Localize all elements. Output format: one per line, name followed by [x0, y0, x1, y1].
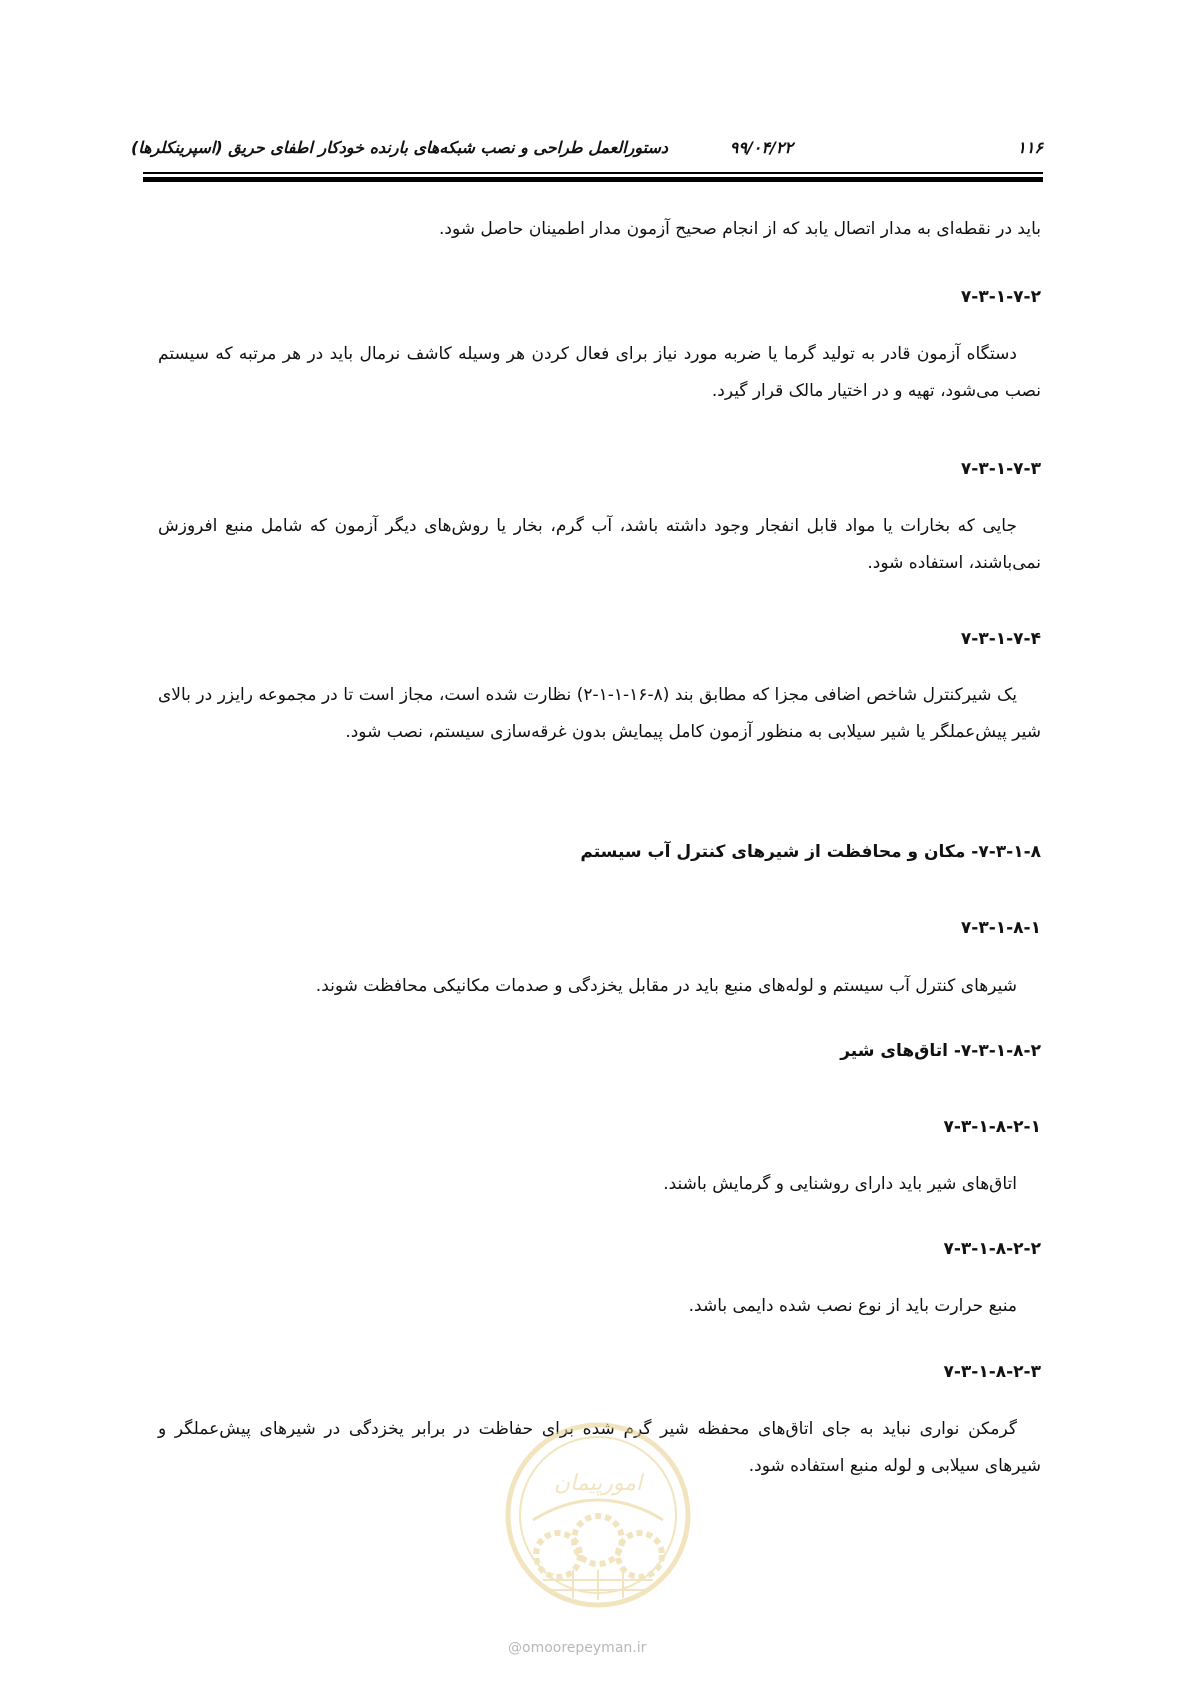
section-number: ۷-۳-۱-۷-۳: [960, 459, 1041, 479]
section-number: ۷-۳-۱-۸-۲-۳: [943, 1362, 1041, 1382]
paragraph: گرمکن نواری نباید به جای اتاق‌های محفظه شیر گرم شده برای حفاظت در برابر یخزدگی در شیرهای پیش‌عملگر و شیرهای سیلابی و لوله منبع استفاده شود.: [158, 1419, 1041, 1476]
section-number: ۷-۳-۱-۷-۲: [960, 287, 1041, 307]
paragraph: جایی که بخارات یا مواد قابل انفجار وجود داشته باشد، آب گرم، بخار یا روش‌های دیگر آزمون که شامل منبع افروزش نمی‌باشند، استفاده شود.: [158, 516, 1041, 573]
header-rule-thin: [143, 172, 1043, 174]
paragraph: منبع حرارت باید از نوع نصب شده دایمی باشد.: [688, 1296, 1017, 1316]
watermark-logo: [503, 1420, 693, 1610]
section-number: ۷-۳-۱-۸-۲-۱: [943, 1117, 1041, 1137]
watermark-url: @omoorepeyman.ir: [508, 1640, 647, 1656]
paragraph: اتاق‌های شیر باید دارای روشنایی و گرمایش باشند.: [663, 1174, 1017, 1194]
paragraph: دستگاه آزمون قادر به تولید گرما یا ضربه مورد نیاز برای فعال کردن هر وسیله کاشف نرمال باید در هر مرتبه که سیستم نصب می‌شود، تهیه و در اختیار مالک قرار گیرد.: [158, 344, 1041, 401]
header-date: ۹۹/۰۴/۲۲: [729, 138, 793, 157]
page-number: ۱۱۶: [1017, 138, 1043, 157]
paragraph: باید در نقطه‌ای به مدار اتصال یابد که از انجام صحیح آزمون مدار اطمینان حاصل شود.: [439, 219, 1041, 239]
section-number: ۷-۳-۱-۸-۱: [960, 918, 1041, 938]
page-header: [130, 136, 1043, 166]
section-number: ۷-۳-۱-۸-۲-۲: [943, 1239, 1041, 1259]
paragraph: یک شیرکنترل شاخص اضافی مجزا که مطابق بند (۸-۱۶-۱-۱-۲) نظارت شده است، مجاز است تا در مجموعه رایزر در بالای شیر پیش‌عملگر یا شیر سیلابی به منظور آزمون کامل پیمایش بدون غرقه‌سازی سیستم، نصب شود.: [158, 685, 1041, 742]
header-title: دستورالعمل طراحی و نصب شبکه‌های بارنده خودکار اطفای حریق (اسپرینکلرها): [130, 138, 668, 157]
section-heading: ۷-۳-۱-۸-۲- اتاق‌های شیر: [840, 1041, 1041, 1061]
paragraph: شیرهای کنترل آب سیستم و لوله‌های منبع باید در مقابل یخزدگی و صدمات مکانیکی محافظت شوند.: [315, 976, 1017, 996]
header-rule-thick: [143, 177, 1043, 182]
section-number: ۷-۳-۱-۷-۴: [960, 629, 1041, 649]
watermark-logo-text: امورپیمان: [553, 1471, 643, 1496]
section-heading: ۷-۳-۱-۸- مکان و محافظت از شیرهای کنترل آب سیستم: [580, 842, 1041, 862]
